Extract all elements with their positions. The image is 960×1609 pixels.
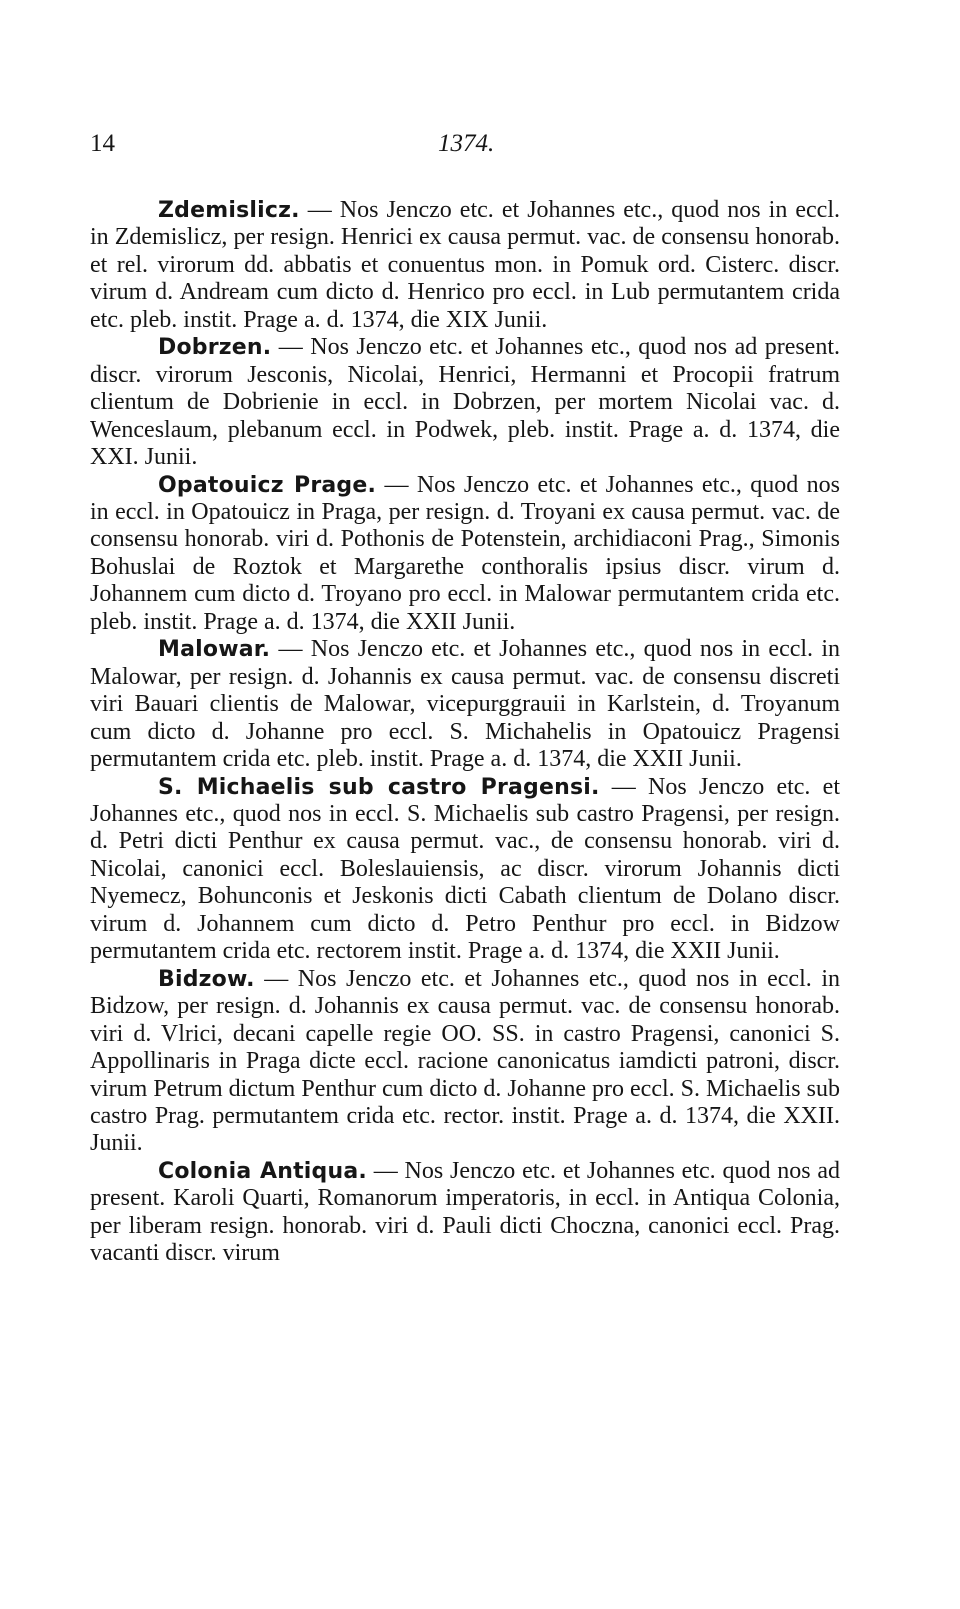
entry-text: — Nos Jenczo etc. et Johannes etc., quod nos in eccl. in Zdemislicz, per resign. Henrici ex causa permut. vac. de consensu honorab. et rel. virorum dd. abbatis et conuentus mon. in Pomuk ord. Cisterc. discr. virum d. Andream cum dicto d. Henrico pro eccl. in Lub permutantem crida etc. pleb. instit. Prage a. d. 1374, die XIX Junii.: [90, 197, 840, 333]
document-body: [90, 197, 840, 1268]
entry-text: — Nos Jenczo etc. et Johannes etc., quod nos in eccl. in Malowar, per resign. d. Johannis ex causa permut. vac. de consensu discreti viri Bauari clientis de Malowar, vicepurggrauii in Karlstein, d. Troyanum cum dicto d. Johanne pro eccl. S. Michahelis in Opatouicz Pragensi permutantem crida etc. pleb. instit. Prage a. d. 1374, die XXII Junii.: [90, 636, 840, 773]
entry-place-heading: Zdemislicz.: [158, 198, 300, 223]
entry-malowar: [90, 636, 840, 773]
entry-text: — Nos Jenczo etc. et Johannes etc., quod nos in eccl. in Opatouicz in Praga, per resign. d. Troyani ex causa permut. vac. de consensu honorab. viri d. Pothonis de Potenstein, archidiaconi Prag., Simonis Bohuslai de Roztok et Margarethe conthoralis ipsius discr. virum d. Johannem cum dicto d. Troyano pro eccl. in Malowar permutantem crida etc. pleb. instit. Prage a. d. 1374, die XXII Junii.: [90, 471, 840, 635]
entry-place-heading: Colonia Antiqua.: [158, 1158, 367, 1184]
entry-text: — Nos Jenczo etc. et Johannes etc., quod nos in eccl. S. Michaelis sub castro Pragensi, per resign. d. Petri dicti Penthur ex causa permut. vac., de consensu honorab. viri d. Nicolai, canonici eccl. Boleslauiensis, ac discr. virorum Johannis dicti Nyemecz, Bohunconis et Jeskonis dicti Cabath clientum de Dolano discr. virum d. Johannem cum dicto d. Petro Penthur pro eccl. in Bidzow permutantem crida etc. rectorem instit. Prage a. d. 1374, die XXII Junii.: [90, 773, 840, 965]
entry-s-michaelis: [90, 774, 840, 966]
entry-text: — Nos Jenczo etc. et Johannes etc., quod nos ad present. discr. virorum Jesconis, Nicolai, Henrici, Hermanni et Procopii fratrum clientum de Dobrienie in eccl. in Dobrzen, per mortem Nicolai vac. d. Wenceslaum, plebanum eccl. in Podwek, pleb. instit. Prage a. d. 1374, die XXI. Junii.: [90, 334, 840, 471]
page-number: 14: [90, 130, 115, 157]
entry-colonia-antiqua: [90, 1158, 840, 1268]
entry-bidzow: [90, 966, 840, 1158]
entry-place-heading: Bidzow.: [158, 966, 255, 992]
page-header: [90, 130, 850, 166]
entry-place-heading: Malowar.: [158, 637, 271, 663]
entry-place-heading: S. Michaelis sub castro Pragensi.: [158, 774, 600, 800]
entry-place-heading: Opatouicz Prage.: [158, 472, 377, 498]
entry-opatouicz-prage: [90, 472, 840, 637]
entry-zdemislicz: [90, 197, 840, 334]
entry-dobrzen: [90, 334, 840, 471]
entry-text: — Nos Jenczo etc. et Johannes etc. quod nos ad present. Karoli Quarti, Romanorum imperatoris, in eccl. in Antiqua Colonia, per liberam resign. honorab. viri d. Pauli dicti Choczna, canonici eccl. Prag. vacanti discr. virum: [90, 1157, 840, 1267]
entry-text: — Nos Jenczo etc. et Johannes etc., quod nos in eccl. in Bidzow, per resign. d. Johannis ex causa permut. vac. de consensu honorab. viri d. Vlrici, decani capelle regie OO. SS. in castro Pragensi, canonici S. Appollinaris in Praga dicte eccl. racione canonicatus iamdicti patroni, discr. virum Petrum dictum Penthur cum dicto d. Johanne pro eccl. S. Michaelis sub castro Prag. permutantem crida etc. rector. instit. Prage a. d. 1374, die XXII. Junii.: [90, 965, 840, 1157]
page-year: 1374.: [438, 130, 495, 157]
entry-place-heading: Dobrzen.: [158, 335, 272, 361]
